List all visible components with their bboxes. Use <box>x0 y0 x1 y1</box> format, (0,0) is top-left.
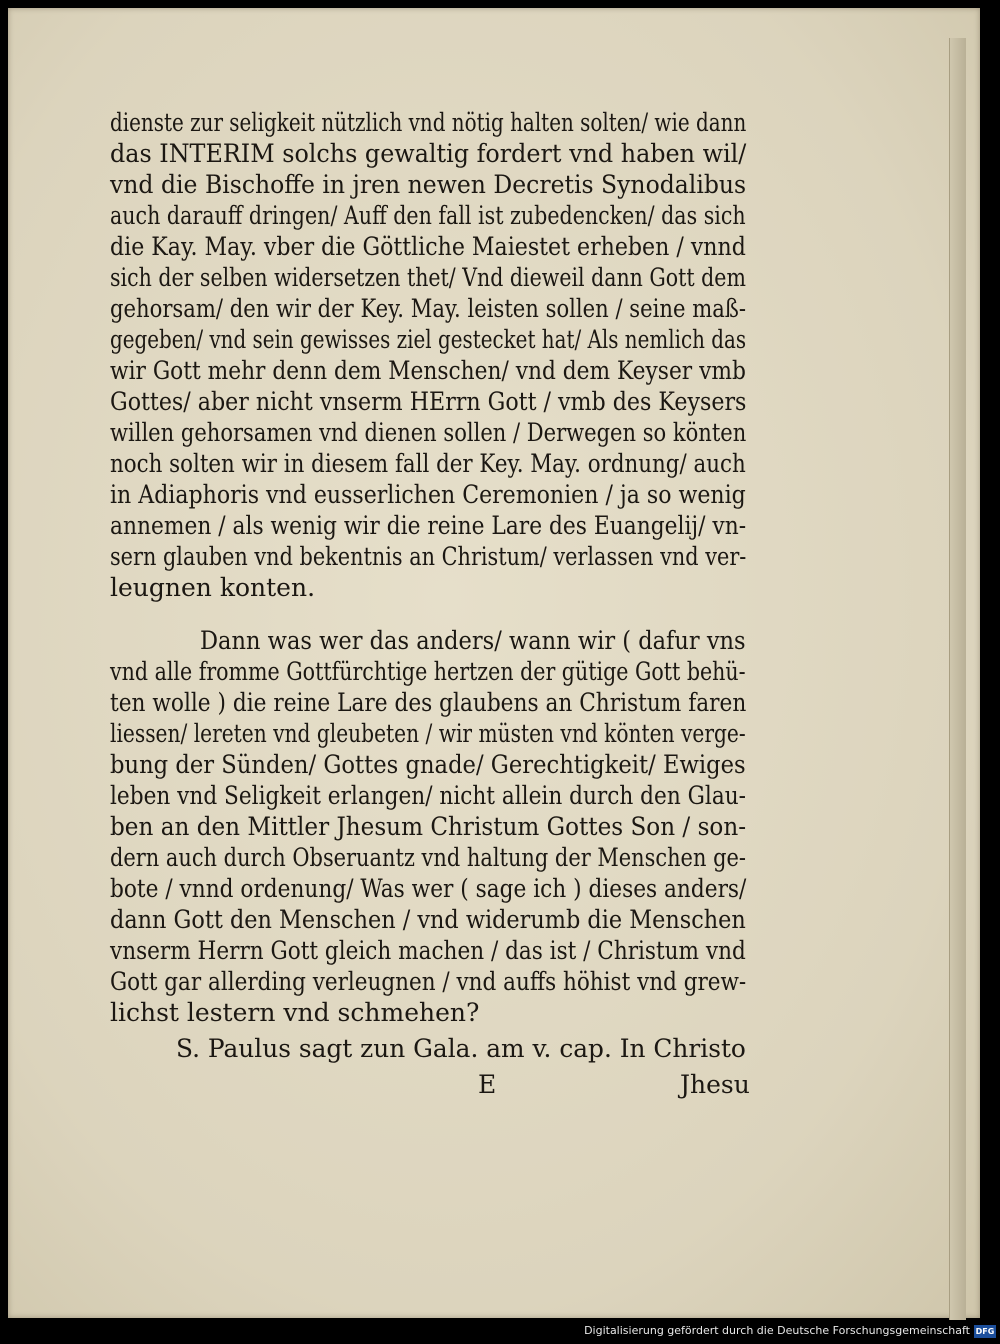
text-line: auch darauff dringen/ Auff den fall ist zubedencken/ das sich <box>110 201 746 230</box>
text-line: ben an den Mittler Jhesum Christum Gottes Son / son- <box>110 812 747 841</box>
catchword: Jhesu <box>680 1070 750 1099</box>
text-line: Dann was wer das anders/ wann wir ( dafur vns <box>200 626 746 655</box>
text-line: gegeben/ vnd sein gewisses ziel gestecket hat/ Als nemlich das <box>110 325 747 354</box>
text-line: bote / vnnd ordenung/ Was wer ( sage ich ) dieses anders/ <box>110 874 747 903</box>
text-line: dienste zur seligkeit nützlich vnd nötig halten solten/ wie dann <box>110 108 747 137</box>
text-line: ten wolle ) die reine Lare des glaubens an Christum faren <box>110 688 747 717</box>
text-line: wir Gott mehr denn dem Menschen/ vnd dem Keyser vmb <box>110 356 746 385</box>
footer-bar <box>0 1320 1000 1344</box>
text-line: annemen / als wenig wir die reine Lare des Euangelij/ vn- <box>110 511 747 540</box>
text-line: sich der selben widersetzen thet/ Vnd dieweil dann Gott dem <box>110 263 746 292</box>
text-line: liessen/ lereten vnd gleubeten / wir müsten vnd könten verge- <box>110 719 746 748</box>
text-line: willen gehorsamen vnd dienen sollen / Derwegen so könten <box>110 418 747 447</box>
text-line: vnd alle fromme Gottfürchtige hertzen der gütige Gott behü- <box>110 657 746 686</box>
text-line: leugnen konten. <box>110 573 316 602</box>
text-line: die Kay. May. vber die Göttliche Maiestet erheben / vnnd <box>110 232 746 261</box>
text-line: lichst lestern vnd schmehen? <box>110 998 480 1027</box>
page-edge <box>949 38 966 1320</box>
text-line: sern glauben vnd bekentnis an Christum/ verlassen vnd ver- <box>110 542 747 571</box>
text-line: bung der Sünden/ Gottes gnade/ Gerechtigkeit/ Ewiges <box>110 750 746 779</box>
dfg-logo: DFG <box>975 1327 995 1336</box>
text-line: Gottes/ aber nicht vnserm HErrn Gott / vmb des Keysers <box>110 387 747 416</box>
text-line: dern auch durch Obseruantz vnd haltung der Menschen ge- <box>110 843 746 872</box>
signature-mark: E <box>478 1070 497 1099</box>
text-line: Gott gar allerding verleugnen / vnd auffs höhist vnd grew- <box>110 967 747 996</box>
text-line: dann Gott den Menschen / vnd widerumb die Menschen <box>110 905 746 934</box>
text-line: gehorsam/ den wir der Key. May. leisten sollen / seine maß- <box>110 294 747 323</box>
text-line: das INTERIM solchs gewaltig fordert vnd haben wil/ <box>110 139 747 168</box>
text-line: leben vnd Seligkeit erlangen/ nicht allein durch den Glau- <box>110 781 746 810</box>
text-line: noch solten wir in diesem fall der Key. May. ordnung/ auch <box>110 449 746 478</box>
text-line: S. Paulus sagt zun Gala. am v. cap. In Christo <box>176 1034 746 1063</box>
funding-notice: Digitalisierung gefördert durch die Deutsche Forschungsgemeinschaft <box>584 1324 970 1337</box>
text-line: in Adiaphoris vnd eusserlichen Ceremonien / ja so wenig <box>110 480 746 509</box>
text-line: vnd die Bischoffe in jren newen Decretis Synodalibus <box>110 170 747 199</box>
text-line: vnserm Herrn Gott gleich machen / das ist / Christum vnd <box>110 936 746 965</box>
